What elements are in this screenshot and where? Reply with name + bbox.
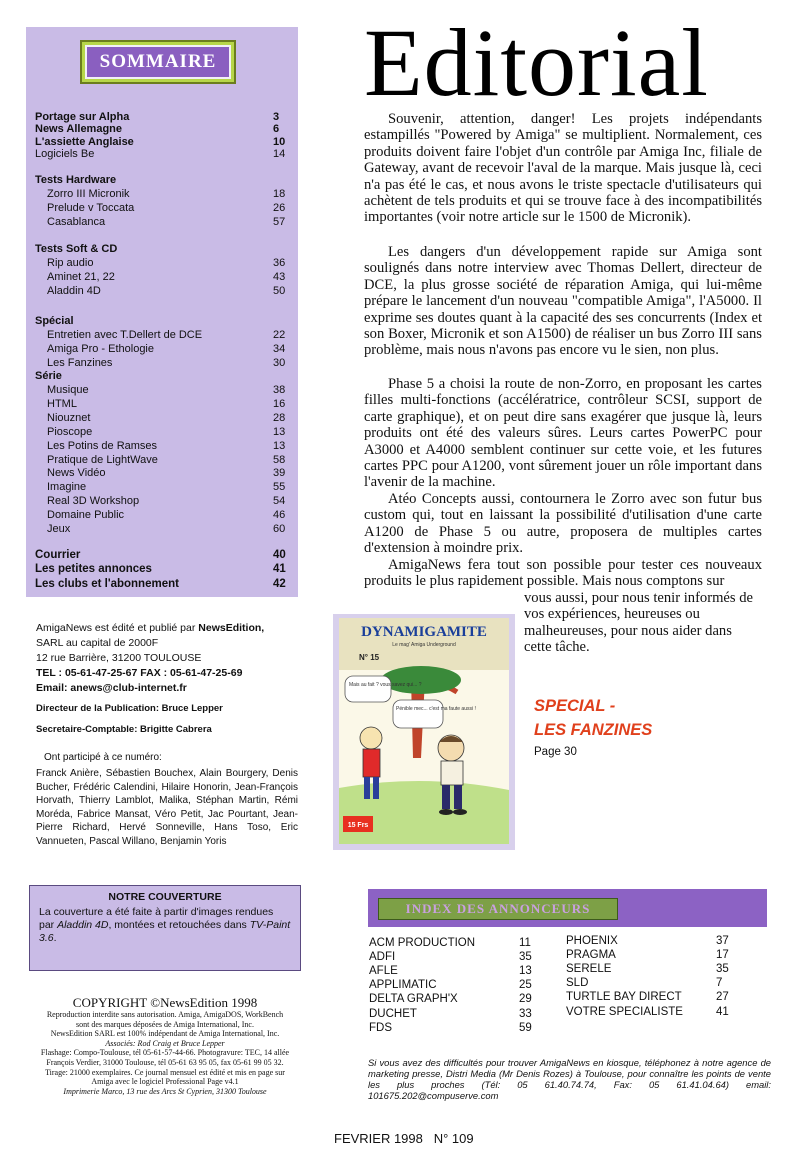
toc-row (35, 188, 290, 202)
advertiser-page: 7 (716, 977, 723, 990)
toc-label: L'assiette Anglaise (35, 135, 134, 148)
fanzine-speech-1: Mais au fait ? vous savez qui... ? (349, 682, 422, 688)
toc-label: Musique (47, 384, 89, 396)
copyright-line: sont des marques déposées de Amiga International, Inc. (76, 1019, 254, 1029)
editorial-paragraph-2: Les dangers d'un développement rapide sur Amiga sont soulignés dans notre interview avec Thomas Dellert, directeur de DCE, la plus grosse société de réparation Amiga, qui lui-même prépare le lancement d'un nouveau "compatible Amiga", l'A5000. Il exprime ses doutes quant à la capacité des ses concurrents (Index et son Boxer, Micronik et son A1500) de réaliser un bus Zorro III sans problème, mais nous n'avons pas encore vu le sien, non plus. (364, 244, 762, 359)
toc-label: Aladdin 4D (47, 284, 101, 297)
editorial-title: Editorial (364, 9, 709, 116)
toc-page-number: 13 (273, 439, 286, 452)
advertiser-row (369, 1021, 532, 1035)
advertiser-page: 11 (519, 937, 531, 949)
toc-label: Aminet 21, 22 (47, 270, 115, 283)
advertiser-name: VOTRE SPECIALISTE (566, 1005, 683, 1018)
toc-page-number: 60 (273, 523, 286, 535)
toc-row (35, 523, 290, 537)
publisher-capital: SARL au capital de 2000F (36, 637, 159, 649)
toc-page-number: 13 (273, 425, 286, 438)
couverture-box (29, 885, 301, 971)
toc-page-number: 10 (273, 135, 286, 148)
toc-label: Les Potins de Ramses (47, 439, 158, 452)
advertiser-page: 35 (716, 963, 729, 976)
toc-row (35, 426, 290, 440)
toc-page-number: 40 (273, 549, 286, 561)
toc-page-number: 43 (273, 270, 286, 283)
toc-page-number: 28 (273, 411, 286, 424)
toc-page-number: 38 (273, 384, 286, 396)
advertiser-name: SERELE (566, 963, 612, 976)
special-page: Page 30 (534, 746, 577, 758)
publisher-email: Email: anews@club-internet.fr (36, 682, 187, 694)
toc-row (35, 202, 290, 216)
toc-label: Casablanca (47, 215, 106, 228)
advertiser-row (369, 950, 532, 964)
advertiser-page: 37 (716, 935, 729, 947)
copyright-line: François Verdier, 31000 Toulouse, tél 05-61 63 95 05, fax 05-61 99 05 32. (46, 1057, 284, 1067)
toc-section-heading: Tests Soft & CD (35, 243, 118, 255)
director-line: Directeur de la Publication: Bruce Lepper (36, 703, 223, 714)
advertiser-page: 59 (519, 1021, 532, 1034)
toc-row (35, 412, 290, 426)
publisher-line1: AmigaNews est édité et publié par NewsEdition, (36, 622, 265, 634)
toc-page-number: 55 (273, 481, 286, 494)
index-annonceurs-title: INDEX DES ANNONCEURS (378, 898, 618, 920)
toc-page-number: 22 (273, 329, 286, 341)
toc-label: Portage sur Alpha (35, 111, 130, 123)
toc-label: HTML (47, 397, 77, 410)
fanzine-speech-2: Pénible mec... c'est ma faute aussi ! (396, 706, 476, 712)
advertiser-row (369, 936, 531, 950)
kiosque-note: Si vous avez des difficultés pour trouver AmigaNews en kiosque, téléphonez à notre agence de marketing presse, Distri Media (Mr Denis Rozes) à Toulouse, pour connaître les points de vente les plus proches (Tél: 05 61.40.74.74, Fax: 05 61.41.04.64) email: 101675.202@compuserve.com (368, 1057, 771, 1101)
toc-page-number: 46 (273, 509, 286, 522)
publisher-info (36, 621, 298, 696)
toc-label: Entretien avec T.Dellert de DCE (47, 329, 203, 341)
publisher-name: NewsEdition, (198, 622, 265, 634)
advertiser-row (566, 948, 729, 962)
toc-page-number: 54 (273, 495, 286, 508)
toc-label: News Vidéo (47, 467, 106, 480)
copyright-line: Amiga avec le logiciel Professional Page v4.1 (91, 1077, 239, 1087)
toc-row (35, 495, 290, 509)
advertiser-name: APPLIMATIC (369, 979, 437, 992)
advertiser-name: FDS (369, 1021, 392, 1034)
copyright-line: Tirage: 21000 exemplaires. Ce journal mensuel est édité et mis en page sur (45, 1067, 285, 1077)
toc-row (35, 549, 290, 563)
toc-row (35, 148, 290, 162)
toc-label: Real 3D Workshop (47, 495, 140, 508)
advertiser-page: 29 (519, 993, 532, 1006)
toc-label: Logiciels Be (35, 147, 95, 160)
toc-label: Niouznet (47, 411, 91, 424)
toc-page-number: 36 (273, 257, 286, 269)
toc-row (35, 563, 290, 577)
advertiser-name: DUCHET (369, 1007, 417, 1020)
publisher-address: 12 rue Barrière, 31200 TOULOUSE (36, 652, 202, 664)
advertiser-row (566, 990, 729, 1004)
toc-row (35, 440, 290, 454)
copyright-line: Associés: Rod Craig et Bruce Lepper (105, 1038, 225, 1048)
toc-label: Rip audio (47, 257, 94, 269)
couverture-text: La couverture a été faite à partir d'images rendues par Aladdin 4D, montées et retouchées dans TV-Paint 3.6. (39, 906, 291, 944)
editorial-paragraph-3: Phase 5 a choisi la route de non-Zorro, en proposant les cartes filles multi-fonctions (accélératrice, contrôleur SCSI, support de carte graphique), et on peut dire sans exagérer que jusque là, leurs produits ont été des valeurs sûres. Leurs cartes PowerPC pour A3000 et A4000 semblent continuer sur cette voie, et les futures cartes PPC pour A1200, vont sûrement jouer un rôle important dans l'avenir de la machine. (364, 376, 762, 491)
copyright-line: Reproduction interdite sans autorisation. Amiga, AmigaDOS, WorkBench (46, 1010, 284, 1019)
toc-page-number: 58 (273, 453, 286, 466)
advertiser-row (566, 1005, 729, 1019)
advertiser-page: 35 (519, 951, 532, 964)
fanzine-cover-image (339, 618, 509, 844)
toc-label: Les petites annonces (35, 563, 152, 576)
toc-row (35, 454, 290, 468)
advertiser-row (566, 962, 729, 976)
toc-page-number: 39 (273, 467, 286, 480)
advertiser-name: PRAGMA (566, 949, 616, 962)
toc-page-number: 42 (273, 577, 286, 590)
toc-label: Jeux (47, 523, 71, 535)
fanzine-cover-illustration (339, 618, 509, 844)
toc-page-number: 18 (273, 188, 286, 200)
advertiser-name: AFLE (369, 965, 398, 978)
sommaire-title: SOMMAIRE (85, 45, 231, 79)
toc-page-number: 30 (273, 356, 286, 369)
advertiser-row (566, 934, 729, 948)
editorial-paragraph-1: Souvenir, attention, danger! Les projets indépendants estampillés "Powered by Amiga" se multiplient. Normalement, ces produits doivent faire l'objet d'un contrôle par Amiga Inc, filiale de Gateway, avant de recevoir l'aval de la marque. Mais jusque là, ceci n'a pas été le cas, et nous avons le triste spectacle d'utilisateurs qui achètent de tels produits et qui se trouve face à des incompatibilités importantes (voir notre article sur le 1500 de Micronik). (364, 111, 762, 226)
toc-row (35, 384, 290, 398)
toc-page-number: 6 (273, 123, 280, 136)
special-heading-line1: SPECIAL - (534, 697, 616, 715)
secretary-line: Secretaire-Comptable: Brigitte Cabrera (36, 724, 212, 735)
advertiser-page: 17 (716, 949, 729, 962)
copyright-line: Imprimerie Marco, 13 rue des Arcs St Cyprien, 31300 Toulouse (63, 1086, 267, 1096)
advertiser-row (369, 1007, 532, 1021)
copyright-line: NewsEdition SARL est 100% indépendant de Amiga International, Inc. (50, 1029, 280, 1039)
advertiser-row (369, 978, 532, 992)
toc-page-number: 16 (273, 397, 286, 410)
publisher-tel-fax: TEL : 05-61-47-25-67 FAX : 05-61-47-25-69 (36, 667, 243, 679)
toc-page-number: 57 (273, 215, 286, 228)
index-annonceurs-banner (368, 889, 767, 927)
toc-row (35, 329, 290, 343)
editorial-paragraph-4: Atéo Concepts aussi, contournera le Zorro avec son futur bus custom qui, tout en laissant la possibilité d'utilisation d'une carte A1200 de Phase 5 ou autre, proposera de multiples cartes d'extension à moindre prix. (364, 491, 762, 557)
contributors-list: Franck Anière, Sébastien Bouchex, Alain Bourgery, Denis Bucher, Frédéric Calendini, Hilaire Honorin, Jean-François Horvath, Thierry Lamblot, Malika, Stéphan Martin, Rémi Moréda, Fabrice Mansat, Véro Petit, Jac Pourtant, Jean-Pierre Richard, Hervé Sonneville, Hans Toso, Eric Vannueten, Pascal Willano, Benjamin Yoris (36, 768, 298, 847)
advertiser-row (566, 976, 723, 990)
toc-row (35, 271, 290, 285)
advertiser-page: 27 (716, 991, 729, 1004)
special-heading-line2: LES FANZINES (534, 721, 653, 739)
toc-page-number: 50 (273, 284, 286, 297)
editorial-paragraph-6: vous aussi, pour nous tenir informés de vos expériences, heureuses ou malheureuses, pour nous aider dans cette tâche. (524, 590, 754, 656)
toc-label: Les Fanzines (47, 356, 113, 369)
toc-section-heading: Spécial (35, 315, 74, 327)
toc-page-number: 26 (273, 201, 286, 214)
toc-row (35, 398, 290, 412)
fanzine-subtitle: Le mag' Amiga Underground (392, 642, 456, 648)
toc-label: Pratique de LightWave (47, 453, 158, 466)
copyright-title: COPYRIGHT ©NewsEdition 1998 (72, 995, 258, 1010)
toc-row (35, 509, 290, 523)
advertiser-row (369, 992, 532, 1006)
toc-label: Pioscope (47, 425, 93, 438)
advertiser-row (369, 964, 532, 978)
toc-label: News Allemagne (35, 123, 123, 136)
toc-label: Prelude v Toccata (47, 201, 135, 214)
toc-label: Domaine Public (47, 509, 125, 522)
toc-label: Zorro III Micronik (47, 188, 130, 200)
editorial-paragraph-5: AmigaNews fera tout son possible pour tester ces nouveaux produits le plus rapidement possible. Mais nous comptons sur (364, 557, 762, 590)
advertiser-name: DELTA GRAPH'X (369, 993, 458, 1006)
fanzine-logo: DYNAMIGAMITE (361, 624, 487, 640)
toc-label: Courrier (35, 549, 81, 561)
advertiser-page: 13 (519, 965, 532, 978)
advertiser-name: PHOENIX (566, 935, 618, 947)
toc-page-number: 3 (273, 111, 280, 123)
toc-label: Imagine (47, 481, 87, 494)
toc-row (35, 467, 290, 481)
copyright-block (0, 995, 330, 1096)
issue-footer: FEVRIER 1998 N° 109 (334, 1131, 474, 1146)
advertiser-page: 25 (519, 979, 532, 992)
advertiser-name: ADFI (369, 951, 396, 964)
toc-row (35, 285, 290, 299)
advertiser-name: TURTLE BAY DIRECT (566, 991, 682, 1004)
couverture-title: NOTRE COUVERTURE (108, 891, 222, 903)
sommaire-title-box (80, 40, 236, 84)
toc-page-number: 34 (273, 342, 286, 355)
advertiser-page: 41 (716, 1005, 729, 1018)
toc-row (35, 216, 290, 230)
toc-row (35, 257, 290, 271)
contributors-heading: Ont participé à ce numéro: (44, 752, 162, 763)
toc-row (35, 578, 290, 592)
copyright-line: Flashage: Compo-Toulouse, tél 05-61-57-44-66. Photogravure: TEC, 14 allée (40, 1048, 290, 1058)
toc-page-number: 14 (273, 147, 286, 160)
fanzine-price: 15 Frs (347, 822, 369, 829)
toc-label: Les clubs et l'abonnement (35, 577, 179, 590)
toc-row (35, 481, 290, 495)
advertiser-name: ACM PRODUCTION (369, 937, 476, 949)
advertiser-name: SLD (566, 977, 589, 990)
advertiser-page: 33 (519, 1007, 532, 1020)
fanzine-issue: N° 15 (359, 653, 380, 662)
toc-row (35, 343, 290, 357)
toc-section-heading: Série (35, 370, 62, 382)
toc-section-heading: Tests Hardware (35, 174, 117, 186)
toc-row (35, 357, 290, 371)
toc-page-number: 41 (273, 563, 286, 576)
toc-label: Amiga Pro - Ethologie (47, 342, 154, 355)
